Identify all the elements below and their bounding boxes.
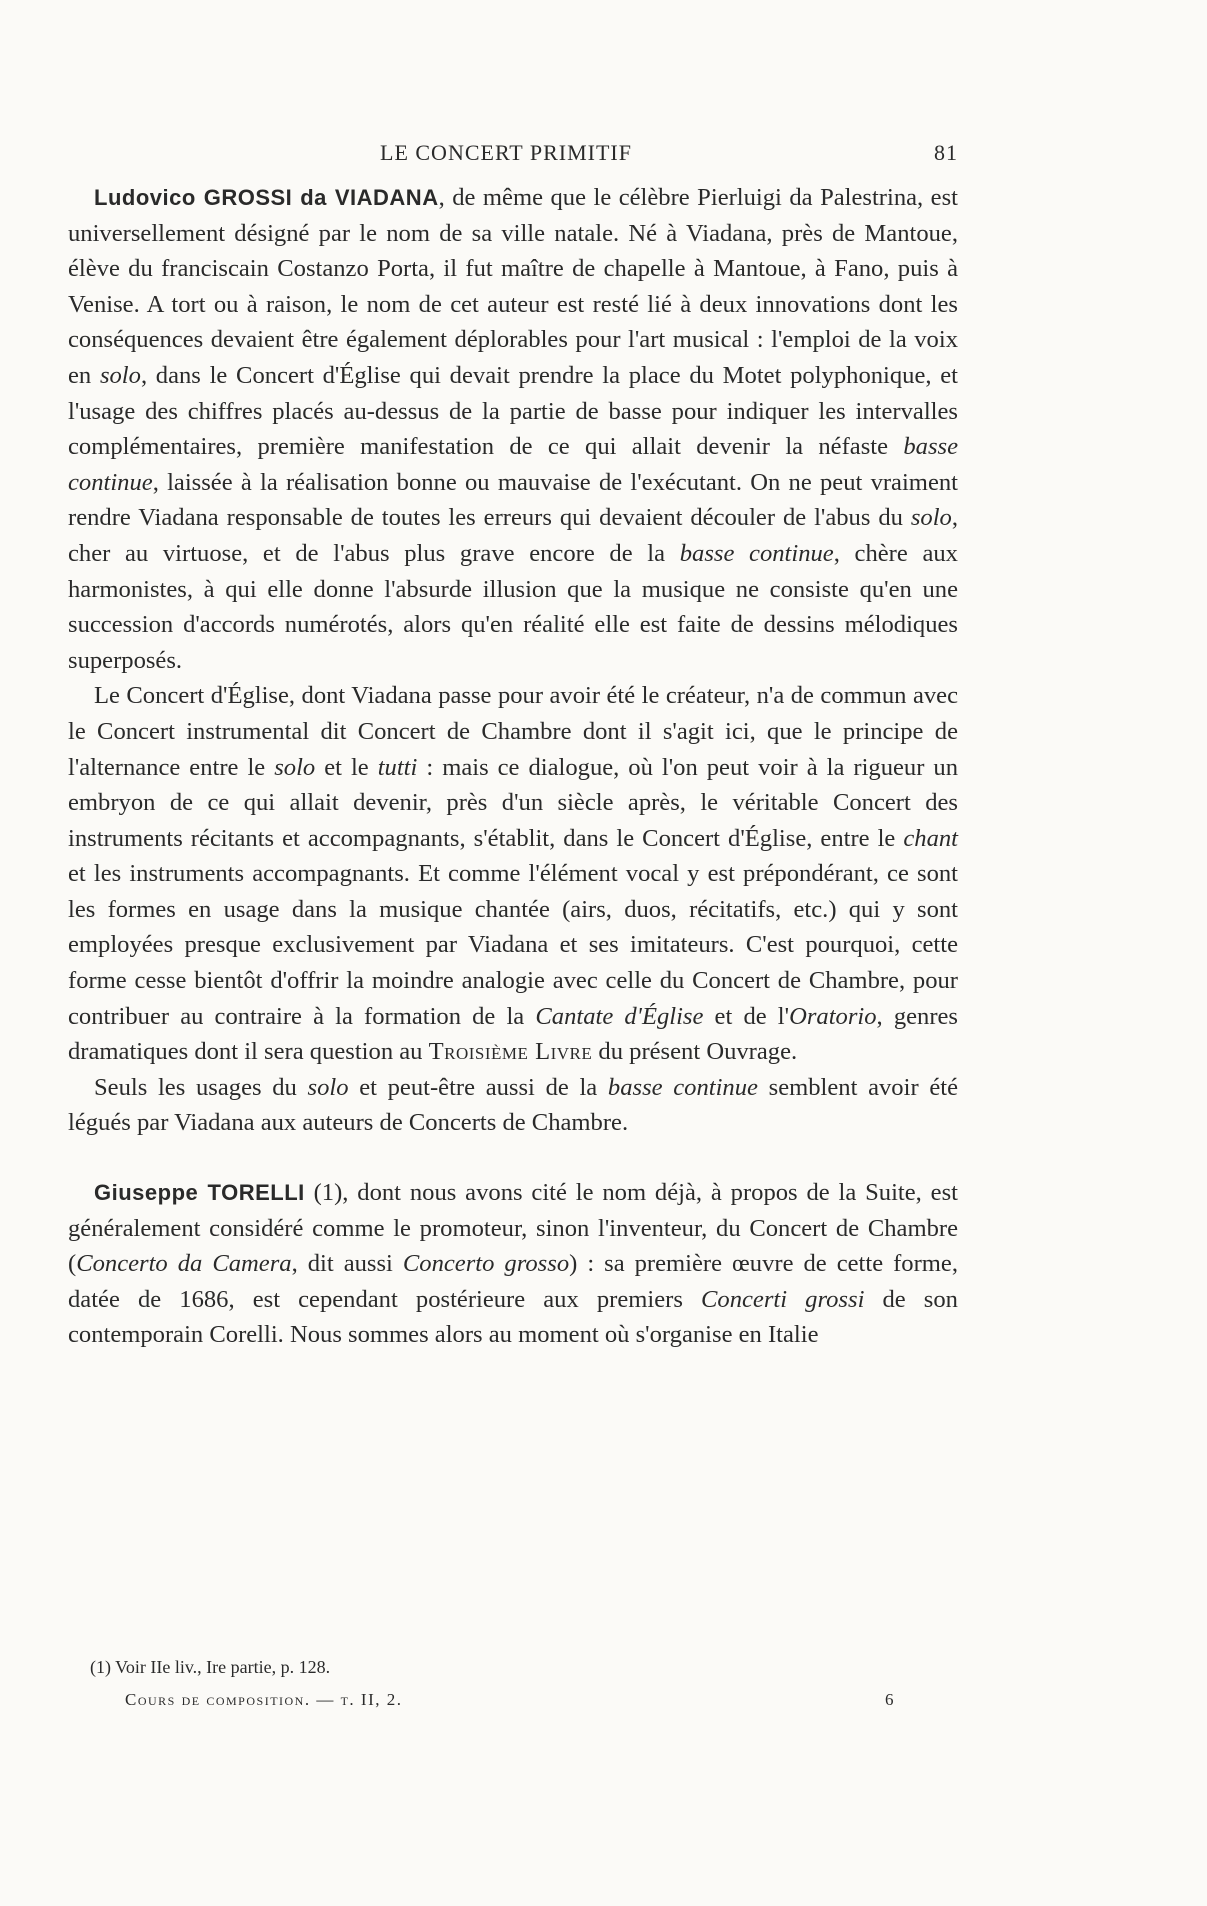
signature-mark: 6 bbox=[885, 1690, 895, 1709]
italic-term: solo bbox=[910, 504, 952, 532]
italic-term: Oratorio bbox=[789, 1002, 877, 1030]
running-title: LE CONCERT PRIMITIF bbox=[380, 140, 632, 165]
italic-term: Cantate d'Église bbox=[535, 1002, 704, 1030]
italic-term: solo bbox=[99, 361, 141, 389]
italic-term: basse continue bbox=[679, 539, 834, 567]
italic-term: basse continue bbox=[68, 433, 958, 496]
small-caps-reference: Troisième Livre bbox=[428, 1038, 593, 1066]
italic-term: basse continue bbox=[607, 1073, 758, 1101]
page-footer bbox=[125, 1690, 895, 1710]
body-text bbox=[68, 180, 958, 1353]
running-header bbox=[68, 140, 958, 170]
italic-term: Concerto da Camera bbox=[76, 1250, 292, 1278]
italic-term: solo bbox=[307, 1073, 349, 1101]
italic-term: Concerto grosso bbox=[402, 1250, 570, 1278]
composer-name-torelli: Giuseppe TORELLI bbox=[94, 1180, 305, 1206]
footnote: (1) Voir IIe liv., Ire partie, p. 128. bbox=[90, 1657, 331, 1677]
italic-term: tutti bbox=[377, 753, 418, 781]
page-number: 81 bbox=[934, 140, 958, 165]
composer-name-viadana: Ludovico GROSSI da VIADANA bbox=[94, 185, 439, 210]
footer-title: Cours de composition. — t. II, 2. bbox=[125, 1690, 403, 1709]
paragraph-seuls-usages: Seuls les usages du solo et peut-être aussi de la basse continue semblent avoir été légués par Viadana aux auteurs de Concerts de Chambre. bbox=[68, 1073, 958, 1137]
paragraph-concert-eglise: Le Concert d'Église, dont Viadana passe pour avoir été le créateur, n'a de commun avec le Concert instrumental dit Concert de Chambre dont il s'agit ici, que le principe de l'alternance entre le solo et le tutti : mais ce dialogue, où l'on peut voir à la rigueur un embryon de ce qui allait devenir, près d'un siècle après, le véritable Concert des instruments récitants et accompagnants, s'établit, dans le Concert d'Église, entre le chant et les instruments accompagnants. Et comme l'élément vocal y est prépondérant, ce sont les formes en usage dans la musique chantée (airs, duos, récitatifs, etc.) qui y sont employées presque exclusivement par Viadana et ses imitateurs. C'est pourquoi, cette forme cesse bientôt d'offrir la moindre analogie avec celle du Concert de Chambre, pour contribuer au contraire à la formation de la Cantate d'Église et de l'Oratorio, genres dramatiques dont il sera question au Troisième Livre du présent Ouvrage. bbox=[68, 682, 959, 1066]
section-gap bbox=[68, 1141, 958, 1175]
paragraph-viadana: Ludovico GROSSI da VIADANA, de même que le célèbre Pierluigi da Palestrina, est universellement désigné par le nom de sa ville natale. Né à Viadana, près de Mantoue, élève du franciscain Costanzo Porta, il fut maître de chapelle à Mantoue, à Fano, puis à Venise. A tort ou à raison, le nom de cet auteur est resté lié à deux innovations dont les conséquences devaient être également déplorables pour l'art musical : l'emploi de la voix en solo, dans le Concert d'Église qui devait prendre la place du Motet polyphonique, et l'usage des chiffres placés au-dessus de la partie de basse pour indiquer les intervalles complémentaires, première manifestation de ce qui allait devenir la néfaste basse continue, laissée à la réalisation bonne ou mauvaise de l'exécutant. On ne peut vraiment rendre Viadana responsable de toutes les erreurs qui devaient découler de l'abus du solo, cher au virtuose, et de l'abus plus grave encore de la basse continue, chère aux harmonistes, à qui elle donne l'absurde illusion que la musique ne consiste qu'en une succession d'accords numérotés, alors qu'en réalité elle est faite de dessins mélodiques superposés. bbox=[68, 184, 958, 674]
italic-term: solo bbox=[274, 753, 316, 781]
italic-term: Concerti grossi bbox=[701, 1285, 865, 1313]
italic-term: chant bbox=[903, 824, 958, 852]
paragraph-torelli: Giuseppe TORELLI (1), dont nous avons cité le nom déjà, à propos de la Suite, est généralement considéré comme le promoteur, sinon l'inventeur, du Concert de Chambre (Concerto da Camera, dit aussi Concerto grosso) : sa première œuvre de cette forme, datée de 1686, est cependant postérieure aux premiers Concerti grossi de son contemporain Corelli. Nous sommes alors au moment où s'organise en Italie bbox=[68, 1179, 958, 1349]
